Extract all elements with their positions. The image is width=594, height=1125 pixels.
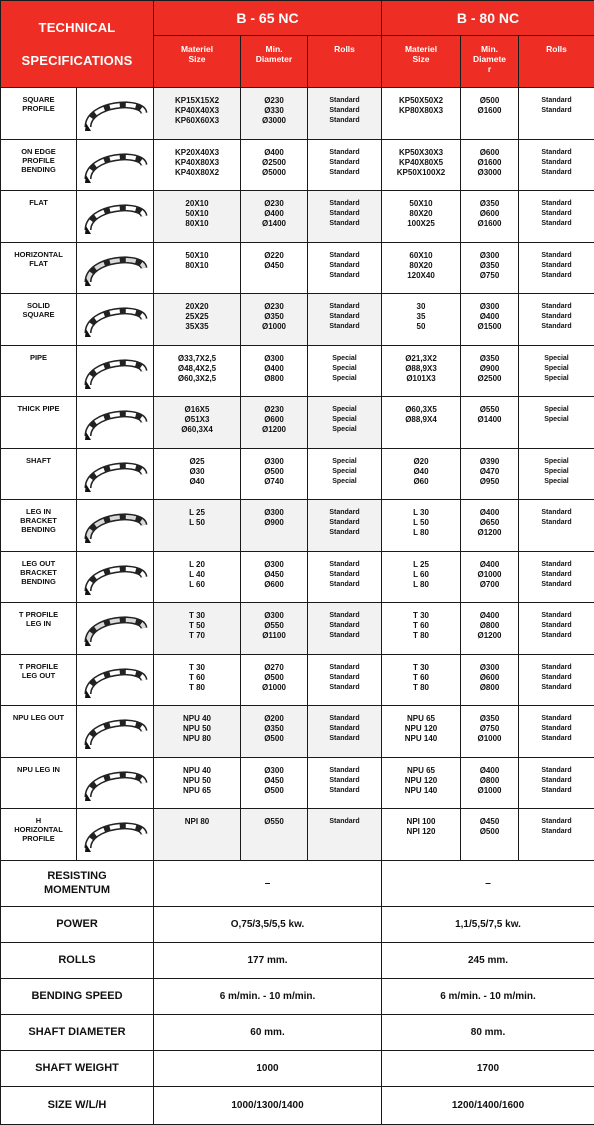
spec-row (1, 500, 594, 552)
rolls-a: Standard Standard Standard (308, 242, 382, 294)
solid-square-ring-icon (82, 299, 148, 339)
material-size-b: 60X10 80X20 120X40 (382, 242, 461, 294)
min-diameter-a: Ø230 Ø330 Ø3000 (241, 88, 308, 140)
min-diameter-b: Ø350 Ø600 Ø1600 (461, 191, 519, 243)
material-size-b: T 30 T 60 T 80 (382, 603, 461, 655)
profile-label: PIPE (1, 345, 77, 397)
min-diameter-b: Ø600 Ø1600 Ø3000 (461, 139, 519, 191)
rolls-b: Standard Standard Standard (519, 242, 594, 294)
square-profile-ring-icon (77, 88, 154, 140)
rolls-a: Standard Standard Standard (308, 551, 382, 603)
profile-label: NPU LEG IN (1, 757, 77, 809)
property-value-b: 1,1/5,5/7,5 kw. (382, 906, 594, 942)
property-value-b: 1200/1400/1600 (382, 1086, 594, 1124)
min-diameter-b: Ø390 Ø470 Ø950 (461, 448, 519, 500)
profile-label: THICK PIPE (1, 397, 77, 449)
property-label: ROLLS (1, 942, 154, 978)
material-size-a: L 25 L 50 (154, 500, 241, 552)
profile-label: H HORIZONTAL PROFILE (1, 809, 77, 861)
rolls-b: Standard Standard Standard (519, 654, 594, 706)
min-diameter-b: Ø450 Ø500 (461, 809, 519, 861)
rolls-header-a: Rolls (308, 36, 382, 88)
rolls-header-b: Rolls (519, 36, 594, 88)
material-size-a: Ø33,7X2,5 Ø48,4X2,5 Ø60,3X2,5 (154, 345, 241, 397)
rolls-b: Standard Standard (519, 88, 594, 140)
min-diameter-b: Ø400 Ø800 Ø1000 (461, 757, 519, 809)
rolls-a: Standard Standard Standard (308, 706, 382, 758)
npu-leg-out-ring-icon (77, 706, 154, 758)
min-diameter-a: Ø300 Ø400 Ø800 (241, 345, 308, 397)
material-size-b: KP50X30X3 KP40X80X5 KP50X100X2 (382, 139, 461, 191)
rolls-a: Standard (308, 809, 382, 861)
property-row (1, 906, 594, 942)
material-size-a: 20X20 25X25 35X35 (154, 294, 241, 346)
rolls-b: Standard Standard (519, 809, 594, 861)
rolls-a: Special Special Special (308, 397, 382, 449)
material-size-a: NPU 40 NPU 50 NPU 80 (154, 706, 241, 758)
profile-label: LEG OUT BRACKET BENDING (1, 551, 77, 603)
material-size-a: T 30 T 50 T 70 (154, 603, 241, 655)
property-label: BENDING SPEED (1, 978, 154, 1014)
rolls-b: Special Special (519, 397, 594, 449)
property-label: SHAFT WEIGHT (1, 1050, 154, 1086)
leg-out-bracket-ring-icon (77, 551, 154, 603)
profile-label: LEG IN BRACKET BENDING (1, 500, 77, 552)
specifications-label: SPECIFICATIONS (1, 53, 153, 68)
rolls-b: Standard Standard Standard (519, 294, 594, 346)
rolls-a: Standard Standard Standard (308, 191, 382, 243)
on-edge-profile-ring-icon (82, 145, 148, 185)
property-row (1, 1014, 594, 1050)
on-edge-profile-ring-icon (77, 139, 154, 191)
profile-label: ON EDGE PROFILE BENDING (1, 139, 77, 191)
h-horizontal-profile-ring-icon (82, 814, 148, 854)
flat-ring-icon (82, 196, 148, 236)
leg-out-bracket-ring-icon (82, 557, 148, 597)
property-value-a: 177 mm. (154, 942, 382, 978)
min-diameter-b: Ø300 Ø600 Ø800 (461, 654, 519, 706)
property-value-a: 6 m/min. - 10 m/min. (154, 978, 382, 1014)
spec-row (1, 757, 594, 809)
t-profile-leg-in-ring-icon (77, 603, 154, 655)
min-diameter-header-a: Min. Diameter (241, 36, 308, 88)
model-b65-header: B - 65 NC (154, 1, 382, 36)
min-diameter-b: Ø300 Ø400 Ø1500 (461, 294, 519, 346)
rolls-b: Standard Standard (519, 500, 594, 552)
thick-pipe-ring-icon (77, 397, 154, 449)
npu-leg-in-ring-icon (77, 757, 154, 809)
property-value-a: O,75/3,5/5,5 kw. (154, 906, 382, 942)
profile-label: FLAT (1, 191, 77, 243)
profile-label: SHAFT (1, 448, 77, 500)
spec-row (1, 88, 594, 140)
min-diameter-a: Ø300 Ø900 (241, 500, 308, 552)
property-row (1, 1050, 594, 1086)
rolls-b: Standard Standard Standard (519, 191, 594, 243)
property-value-b: 6 m/min. - 10 m/min. (382, 978, 594, 1014)
material-size-b: NPU 65 NPU 120 NPU 140 (382, 706, 461, 758)
rolls-a: Standard Standard Standard (308, 88, 382, 140)
rolls-a: Standard Standard Standard (308, 603, 382, 655)
property-value-b: 245 mm. (382, 942, 594, 978)
spec-row (1, 603, 594, 655)
min-diameter-b: Ø350 Ø750 Ø1000 (461, 706, 519, 758)
property-label: POWER (1, 906, 154, 942)
material-size-header-a: Materiel Size (154, 36, 241, 88)
material-size-b: L 25 L 60 L 80 (382, 551, 461, 603)
pipe-ring-icon (82, 351, 148, 391)
min-diameter-b: Ø300 Ø350 Ø750 (461, 242, 519, 294)
rolls-b: Special Special Special (519, 345, 594, 397)
min-diameter-header-b: Min. Diamete r (461, 36, 519, 88)
solid-square-ring-icon (77, 294, 154, 346)
min-diameter-b: Ø550 Ø1400 (461, 397, 519, 449)
property-value-a: – (154, 860, 382, 906)
shaft-ring-icon (82, 454, 148, 494)
property-value-b: 80 mm. (382, 1014, 594, 1050)
property-row (1, 1086, 594, 1124)
min-diameter-a: Ø300 Ø550 Ø1100 (241, 603, 308, 655)
material-size-a: L 20 L 40 L 60 (154, 551, 241, 603)
spec-row (1, 139, 594, 191)
t-profile-leg-in-ring-icon (82, 608, 148, 648)
t-profile-leg-out-ring-icon (77, 654, 154, 706)
property-value-a: 1000 (154, 1050, 382, 1086)
pipe-ring-icon (77, 345, 154, 397)
spec-row (1, 345, 594, 397)
rolls-b: Standard Standard Standard (519, 603, 594, 655)
spec-row (1, 809, 594, 861)
material-size-a: NPU 40 NPU 50 NPU 65 (154, 757, 241, 809)
spec-row (1, 294, 594, 346)
min-diameter-a: Ø300 Ø450 Ø600 (241, 551, 308, 603)
property-row (1, 942, 594, 978)
npu-leg-out-ring-icon (82, 711, 148, 751)
min-diameter-a: Ø220 Ø450 (241, 242, 308, 294)
spec-row (1, 706, 594, 758)
thick-pipe-ring-icon (82, 402, 148, 442)
profile-label: T PROFILE LEG OUT (1, 654, 77, 706)
rolls-a: Special Special Special (308, 345, 382, 397)
material-size-a: NPI 80 (154, 809, 241, 861)
rolls-b: Standard Standard Standard (519, 551, 594, 603)
property-row (1, 860, 594, 906)
rolls-a: Special Special Special (308, 448, 382, 500)
rolls-b: Standard Standard Standard (519, 706, 594, 758)
material-size-b: Ø21,3X2 Ø88,9X3 Ø101X3 (382, 345, 461, 397)
rolls-a: Standard Standard Standard (308, 757, 382, 809)
property-label: RESISTING MOMENTUM (1, 860, 154, 906)
min-diameter-b: Ø400 Ø1000 Ø700 (461, 551, 519, 603)
square-profile-ring-icon (82, 93, 148, 133)
profile-label: HORIZONTAL FLAT (1, 242, 77, 294)
spec-row (1, 242, 594, 294)
material-size-b: Ø20 Ø40 Ø60 (382, 448, 461, 500)
property-row (1, 978, 594, 1014)
rolls-a: Standard Standard Standard (308, 294, 382, 346)
property-value-a: 60 mm. (154, 1014, 382, 1050)
material-size-b: 50X10 80X20 100X25 (382, 191, 461, 243)
material-size-a: Ø16X5 Ø51X3 Ø60,3X4 (154, 397, 241, 449)
profile-label: SQUARE PROFILE (1, 88, 77, 140)
rolls-b: Standard Standard Standard (519, 139, 594, 191)
min-diameter-a: Ø230 Ø600 Ø1200 (241, 397, 308, 449)
min-diameter-a: Ø550 (241, 809, 308, 861)
material-size-b: NPU 65 NPU 120 NPU 140 (382, 757, 461, 809)
material-size-a: T 30 T 60 T 80 (154, 654, 241, 706)
min-diameter-a: Ø300 Ø500 Ø740 (241, 448, 308, 500)
material-size-a: KP20X40X3 KP40X80X3 KP40X80X2 (154, 139, 241, 191)
min-diameter-b: Ø400 Ø800 Ø1200 (461, 603, 519, 655)
material-size-a: KP15X15X2 KP40X40X3 KP60X60X3 (154, 88, 241, 140)
min-diameter-b: Ø400 Ø650 Ø1200 (461, 500, 519, 552)
technical-specifications-header (1, 1, 154, 88)
material-size-b: L 30 L 50 L 80 (382, 500, 461, 552)
property-label: SHAFT DIAMETER (1, 1014, 154, 1050)
property-label: SIZE W/L/H (1, 1086, 154, 1124)
material-size-b: T 30 T 60 T 80 (382, 654, 461, 706)
leg-in-bracket-ring-icon (82, 505, 148, 545)
rolls-a: Standard Standard Standard (308, 654, 382, 706)
min-diameter-a: Ø270 Ø500 Ø1000 (241, 654, 308, 706)
property-value-b: 1700 (382, 1050, 594, 1086)
property-value-a: 1000/1300/1400 (154, 1086, 382, 1124)
npu-leg-in-ring-icon (82, 763, 148, 803)
min-diameter-a: Ø200 Ø350 Ø500 (241, 706, 308, 758)
rolls-b: Special Special Special (519, 448, 594, 500)
material-size-b: 30 35 50 (382, 294, 461, 346)
rolls-b: Standard Standard Standard (519, 757, 594, 809)
min-diameter-b: Ø350 Ø900 Ø2500 (461, 345, 519, 397)
min-diameter-b: Ø500 Ø1600 (461, 88, 519, 140)
rolls-a: Standard Standard Standard (308, 139, 382, 191)
spec-row (1, 191, 594, 243)
rolls-a: Standard Standard Standard (308, 500, 382, 552)
min-diameter-a: Ø230 Ø350 Ø1000 (241, 294, 308, 346)
profile-label: SOLID SQUARE (1, 294, 77, 346)
material-size-b: NPI 100 NPI 120 (382, 809, 461, 861)
h-horizontal-profile-ring-icon (77, 809, 154, 861)
horizontal-flat-ring-icon (82, 248, 148, 288)
model-b80-header: B - 80 NC (382, 1, 594, 36)
leg-in-bracket-ring-icon (77, 500, 154, 552)
material-size-a: 50X10 80X10 (154, 242, 241, 294)
t-profile-leg-out-ring-icon (82, 660, 148, 700)
material-size-b: KP50X50X2 KP80X80X3 (382, 88, 461, 140)
min-diameter-a: Ø400 Ø2500 Ø5000 (241, 139, 308, 191)
profile-label: NPU LEG OUT (1, 706, 77, 758)
material-size-b: Ø60,3X5 Ø88,9X4 (382, 397, 461, 449)
min-diameter-a: Ø230 Ø400 Ø1400 (241, 191, 308, 243)
spec-row (1, 397, 594, 449)
material-size-a: 20X10 50X10 80X10 (154, 191, 241, 243)
property-value-b: – (382, 860, 594, 906)
shaft-ring-icon (77, 448, 154, 500)
spec-row (1, 448, 594, 500)
material-size-a: Ø25 Ø30 Ø40 (154, 448, 241, 500)
horizontal-flat-ring-icon (77, 242, 154, 294)
profile-label: T PROFILE LEG IN (1, 603, 77, 655)
technical-label: TECHNICAL (1, 20, 153, 35)
flat-ring-icon (77, 191, 154, 243)
material-size-header-b: Materiel Size (382, 36, 461, 88)
spec-row (1, 551, 594, 603)
min-diameter-a: Ø300 Ø450 Ø500 (241, 757, 308, 809)
spec-row (1, 654, 594, 706)
